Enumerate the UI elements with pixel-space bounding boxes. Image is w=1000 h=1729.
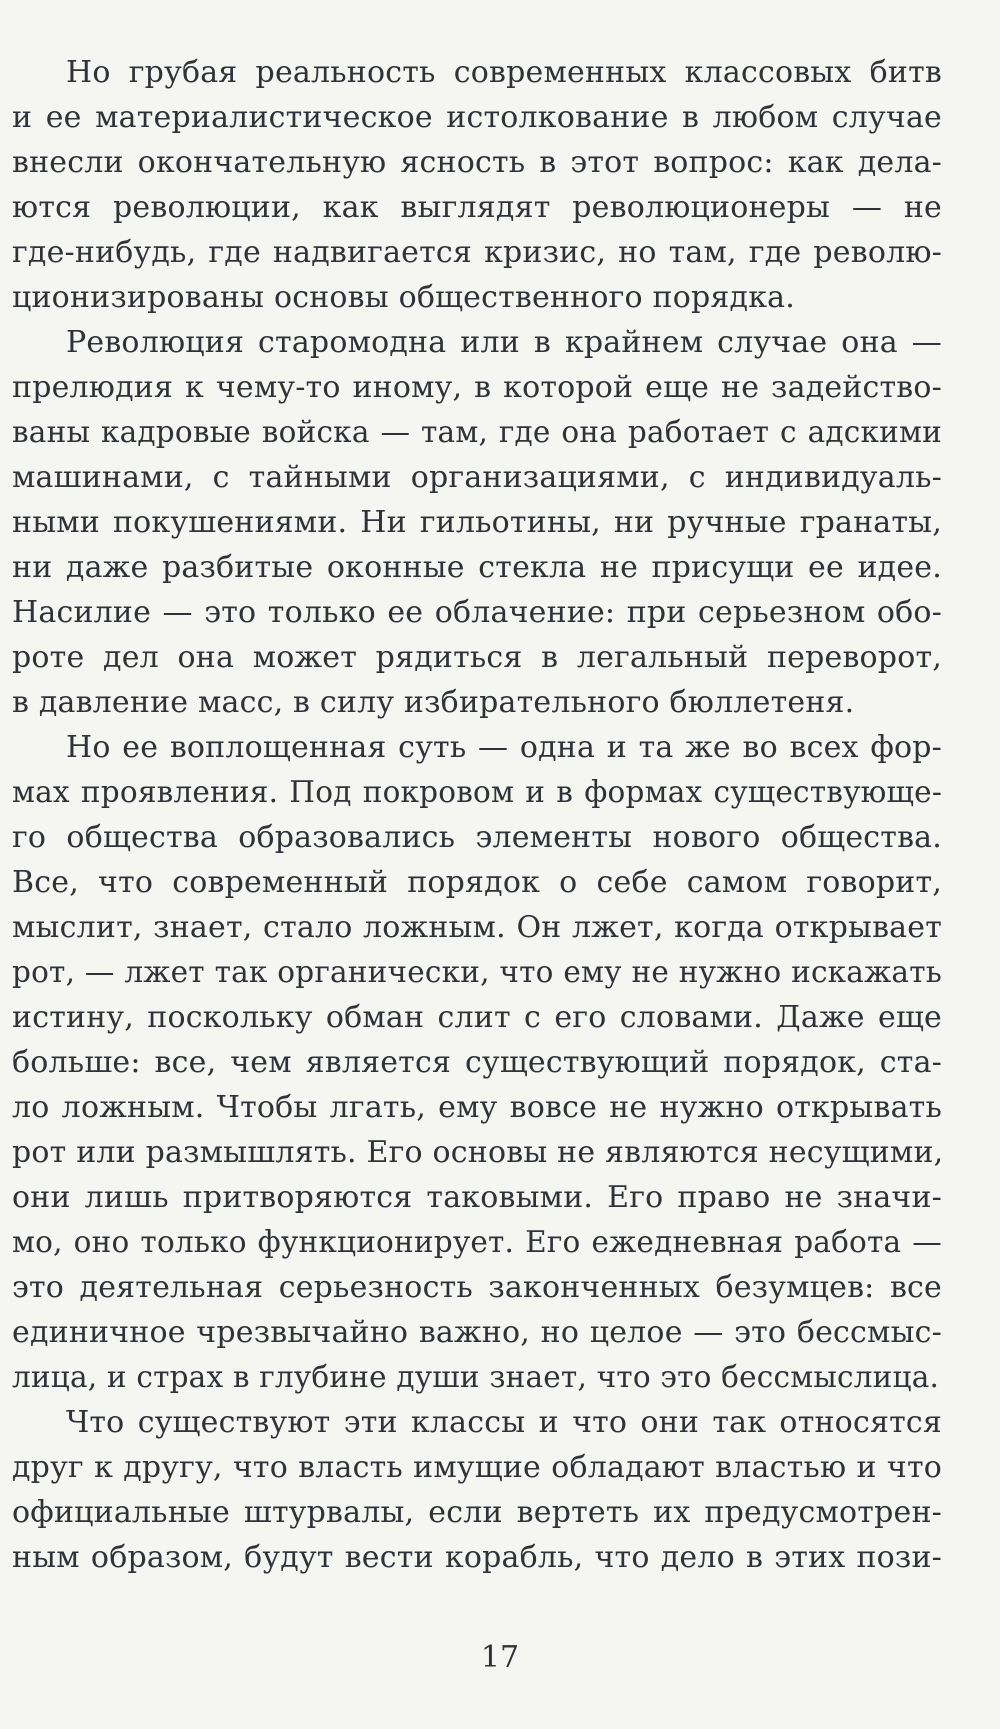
text-line: внесли окончательную ясность в этот вопрос: как дела-: [12, 145, 942, 180]
text-line: Что существуют эти классы и что они так относятся: [66, 1405, 942, 1440]
text-line: Но ее воплощенная суть — одна и та же во всех фор-: [66, 730, 942, 765]
text-line: мах проявления. Под покровом и в формах существующе-: [12, 775, 942, 809]
text-line: единичное чрезвычайно важно, но целое — это бессмыс-: [12, 1315, 942, 1350]
text-line: они лишь притворяются таковыми. Его право не значи-: [12, 1180, 942, 1215]
text-line: мо, оно только функционирует. Его ежедневная работа —: [12, 1225, 942, 1259]
text-line: где-нибудь, где надвигается кризис, но там, где револю-: [12, 235, 942, 270]
text-line: рот, — лжет так органически, что ему не нужно искажать: [12, 955, 942, 989]
text-line: ционизированы основы общественного порядка.: [12, 280, 795, 315]
text-line: Но грубая реальность современных классовых битв: [66, 55, 942, 90]
paragraph: [12, 320, 942, 725]
text-line: официальные штурвалы, если вертеть их предусмотрен-: [12, 1495, 942, 1530]
text-line: лица, и страх в глубине души знает, что это бессмыслица.: [12, 1360, 940, 1394]
text-line: и ее материалистическое истолкование в любом случае: [12, 100, 942, 135]
text-line: ным образом, будут вести корабль, что дело в этих пози-: [12, 1540, 942, 1575]
text-line: ни даже разбитые оконные стекла не присущи ее идее.: [12, 550, 942, 585]
body-text: [12, 50, 942, 1580]
paragraph: [12, 50, 942, 320]
page-number: 17: [480, 1640, 520, 1675]
text-line: прелюдия к чему-то иному, в которой еще не задейство-: [12, 370, 942, 405]
paragraph: [12, 1400, 942, 1580]
text-line: ными покушениями. Ни гильотины, ни ручные гранаты,: [12, 505, 942, 540]
text-line: рот или размышлять. Его основы не являются несущими,: [12, 1135, 944, 1170]
paragraph: [12, 725, 942, 1400]
text-line: роте дел она может рядиться в легальный переворот,: [12, 640, 942, 675]
text-line: больше: все, чем является существующий порядок, ста-: [12, 1045, 942, 1080]
text-line: мыслит, знает, стало ложным. Он лжет, когда открывает: [12, 910, 942, 945]
text-line: друг к другу, что власть имущие обладают властью и что: [12, 1450, 942, 1485]
text-line: это деятельная серьезность законченных безумцев: все: [12, 1270, 942, 1305]
text-line: истину, поскольку обман слит с его словами. Даже еще: [12, 1000, 942, 1035]
text-line: Революция старомодна или в крайнем случае она —: [66, 325, 942, 360]
text-line: го общества образовались элементы нового общества.: [12, 820, 942, 855]
text-line: ваны кадровые войска — там, где она работает с адскими: [12, 415, 942, 449]
text-line: машинами, с тайными организациями, с индивидуаль-: [12, 460, 942, 495]
text-line: Все, что современный порядок о себе самом говорит,: [12, 865, 942, 900]
text-line: ются революции, как выглядят революционеры — не: [12, 190, 942, 225]
text-line: Насилие — это только ее облачение: при серьезном обо-: [12, 595, 942, 630]
text-line: в давление масс, в силу избирательного бюллетеня.: [12, 685, 855, 720]
text-line: ло ложным. Чтобы лгать, ему вовсе не нужно открывать: [12, 1090, 942, 1125]
